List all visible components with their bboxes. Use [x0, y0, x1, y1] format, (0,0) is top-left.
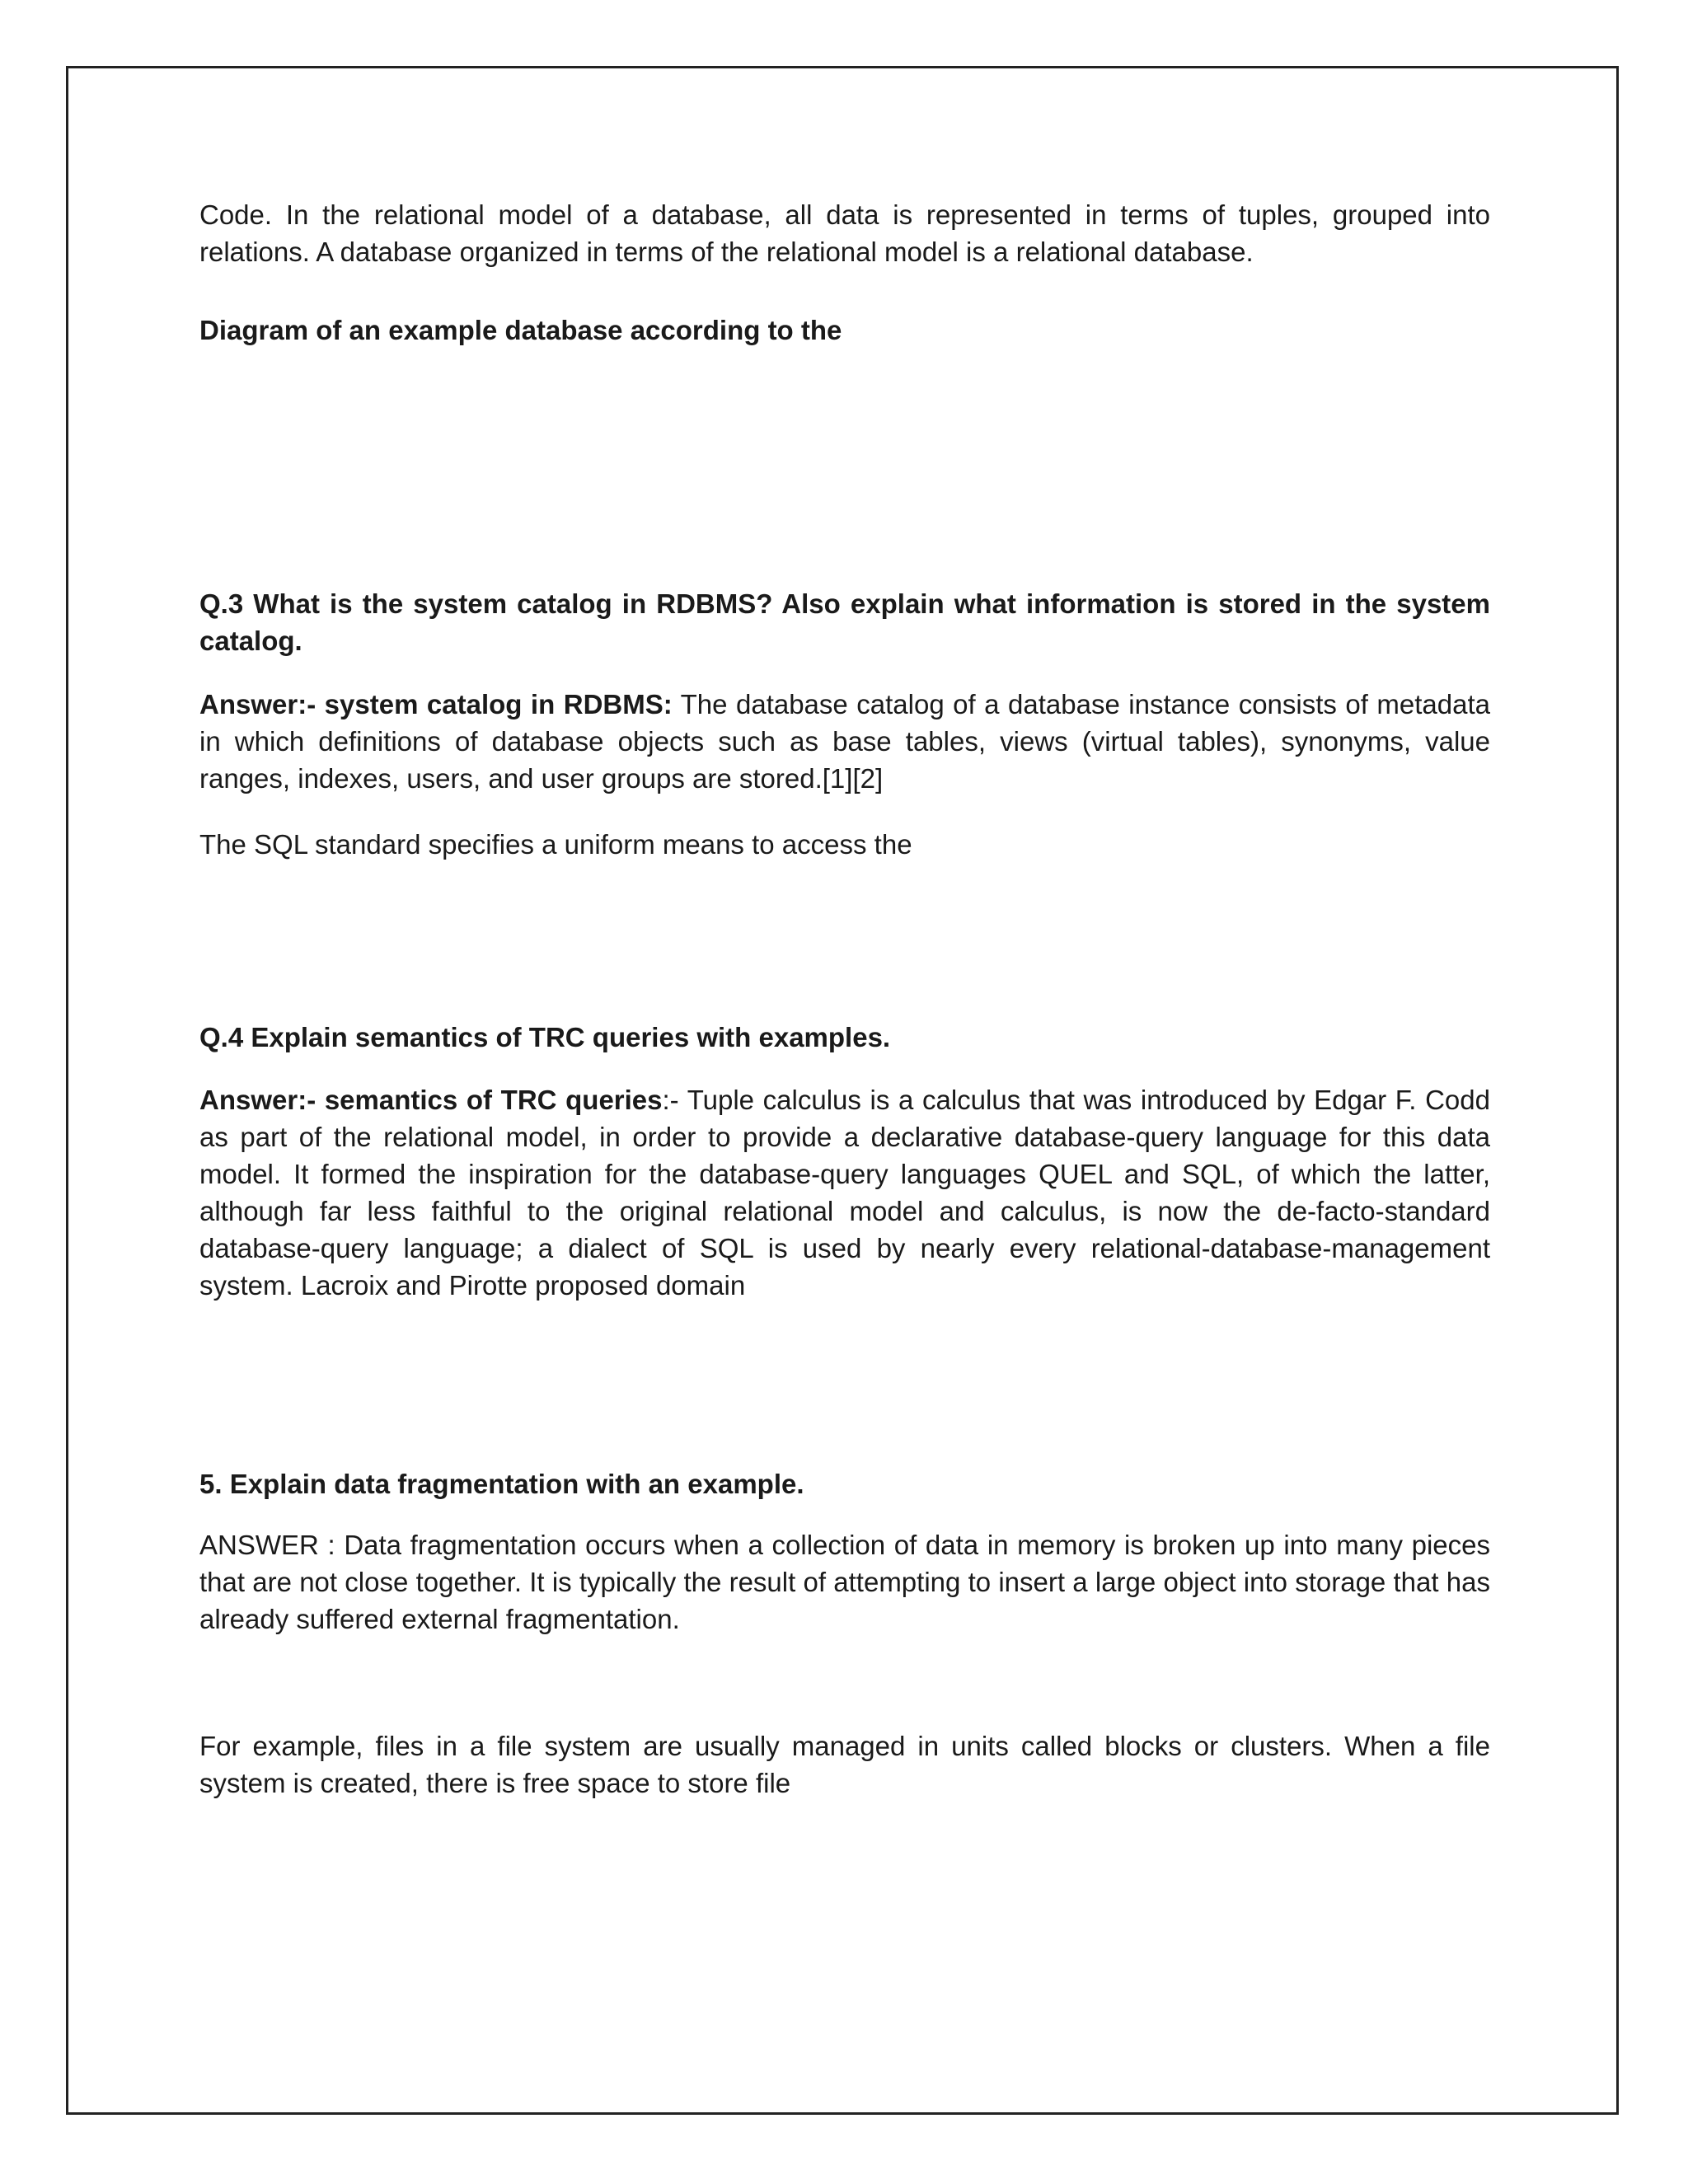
q4-section [199, 1019, 1490, 1056]
q4-answer-block [199, 1081, 1490, 1304]
q3-answer [199, 686, 1490, 797]
q5-answer-block [199, 1526, 1490, 1638]
q5-example-block [199, 1727, 1490, 1802]
q3-followup-block [199, 826, 1490, 863]
q5-question: 5. Explain data fragmentation with an example. [199, 1469, 804, 1499]
q4-answer [199, 1081, 1490, 1304]
diagram-caption-block [199, 312, 1490, 349]
q3-answer-block [199, 686, 1490, 797]
intro-paragraph: Code. In the relational model of a database, all data is represented in terms of tuples, grouped into relations. A database organized in terms of the relational model is a relational database. [199, 199, 1490, 267]
q3-answer-text: The database catalog of a database instance consists of metadata in which definitions of database objects such as base tables, views (virtual tables), synonyms, value ranges, indexes, users, and user groups are stored.[1][2] [199, 689, 1490, 794]
q3-question: Q.3 What is the system catalog in RDBMS? Also explain what information is stored in the system catalog. [199, 588, 1490, 656]
q3-section [199, 585, 1490, 659]
q3-answer-label: Answer:- system catalog in RDBMS: [199, 689, 673, 719]
q5-section [199, 1465, 1490, 1502]
q5-example: For example, files in a file system are usually managed in units called blocks or clusters. When a file system is created, there is free space to store file [199, 1731, 1490, 1798]
q3-followup: The SQL standard specifies a uniform means to access the [199, 829, 912, 860]
q4-question: Q.4 Explain semantics of TRC queries with examples. [199, 1022, 891, 1052]
intro-section [199, 196, 1490, 270]
q4-answer-text: :- Tuple calculus is a calculus that was introduced by Edgar F. Codd as part of the relational model, in order to provide a declarative database-query language for this data model. It formed the inspiration for the database-query languages QUEL and SQL, of which the latter, although far less faithful to the original relational model and calculus, is now the de-facto-standard database-query language; a dialect of SQL is used by nearly every relational-database-management system. Lacroix and Pirotte proposed domain [199, 1085, 1490, 1301]
q5-answer: ANSWER : Data fragmentation occurs when a collection of data in memory is broken up into many pieces that are not close together. It is typically the result of attempting to insert a large object into storage that has already suffered external fragmentation. [199, 1530, 1490, 1634]
q4-answer-label: Answer:- semantics of TRC queries [199, 1085, 663, 1115]
diagram-caption: Diagram of an example database according to the [199, 315, 842, 345]
